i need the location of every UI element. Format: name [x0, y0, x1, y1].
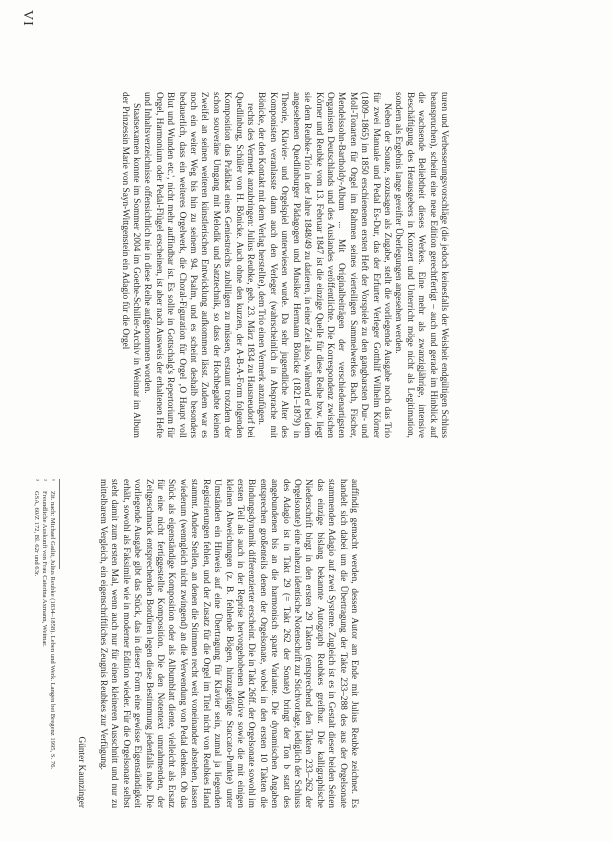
left-text-column	[118, 92, 449, 438]
footnote-number: ²	[41, 479, 49, 481]
footnote-number: ¹	[49, 479, 57, 481]
left-paragraph-1: turen und Verbesserungsvorschläge (die jedoch keinesfalls der Weisheit endgültigen Schluss beanspruchen), scheint eine neue Edition gerechtfertigt – auch und gerade im Hinblick auf die wachsende Beliebtheit dieses Werkes. Eine mehr als zwanzigjährige, intensive Beschäftigung des Herausgebers in Konzert und Unterricht möge nicht als Legitimation, sondern als Ergebnis lange gereifter Überlegungen angesehen werden.	[393, 92, 449, 438]
author-signature: Günter Kaunzinger	[75, 736, 86, 808]
footnote-text: Freundliche Auskunft von Frau Caterina Axmann, Weimar.	[41, 491, 49, 647]
page-number: VI	[20, 10, 35, 27]
right-paragraph-1: auffindig gemacht werden, dessen Autor am Ende mit Julius Reubke zeichnet. Es handelt sich dabei um die Übertragung der Takte 233–288 des aus der Orgelsonate stammenden Adagio auf zwei Systeme. Zugleich ist es in Gestalt dieser beiden Seiten das einzige bislang bekannte Autograph Reubkes greifbar. Die kalligraphische Niederschrift birgt in den ersten 29 Takten (entsprechend den Takten 233–262 der Orgelsonate) eine nahezu identische Notenschrift zur Stichvorlage, lediglich der Schluss des Adagio ist in Takt 29 (= Takt 262 der Sonate) bringt der Ton b statt des angebundenen bis an die harmonisch sparte Variante. Die dynamischen Angaben entsprechen großenteils denen der Orgelsonate, wobei in den ersten 10 Takten die Bindungsdynamik differenzierter erscheint. Die in Takt 26ff. der Orgelsonate sowohl im ersten Teil als auch in der Reprise hervorgehobenen Motive sowie die mit einigen kleinen Abweichungen (z. B. fehlende Bögen, hinzugefügte Staccato-Punkte) unter Umständen ein Hinweis auf eine Übertragung für Klavier sein, zumal ja liegenden Registrierungen fehlen, und der Zusatz für die Orgel im Titel nicht von Reubkes Hand stammt. Andere Stellen, an denen die Stimmen recht weit voneinander abstehen, lassen wiederum (wenngleich nicht zwingend) an die Verwendung von Pedal denken. Ob das Stück als eigenständige Komposition oder als Albumblatt diente, vielleicht als Ersatz für eine nicht fertiggestellte Komposition. Die den Notentext umrahmenden, der Zeitgeschmack entsprechenden Bordüren legen diese Bestimmung jedenfalls nahe. Die vorliegende Ausgabe gibt das Stück, das in dieser Form eine gewisse Eigenständigkeit erhält, sowohl als Faksimile wie in moderner Edition wieder. Für die Orgelsonate selbst steht damit zum ersten Mal, wenn auch nur für einen kleineren Ausschnitt und nur zu mittelbarem Vergleich, ein eigenschriftliches Zeugnis Reubkes zur Verfügung.	[98, 479, 359, 808]
footnote	[48, 479, 56, 808]
footnote-text: GSA, 60/Z 172, Bl. 62r und 63r.	[32, 491, 40, 577]
left-paragraph-4: Staatsexamen konnte im Sommer 2004 im Goethe-Schiller-Archiv in Weimar im Album der Prinzessin Marie von Sayn-Wittgenstein ein Adagio für die Orgel	[119, 92, 142, 438]
footnote-rule	[59, 479, 60, 569]
footnote-text: Zit. nach: Michael Gailit, Julius Reubke (1834–1858). Leben und Werk. Langen bei Bregenz 1995, S. 76.	[49, 491, 57, 770]
left-paragraph-2: Neben der Sonate, sozusagen als Zugabe, stellt die vorliegende Ausgabe noch das Trio für zwei Manuale und Pedal Es-Dur, das der Erfurter Verleger Gotthilf Wilhelm Körner (1809–1865) im 1850 erschienenen ersten Heft der Vorspiele zu den gangbarsten Dur- und Moll-Tonarten für Orgel im Rahmen seines vierteiligen Sammelwerkes Bach, Fischer, Mendelssohn-Bartholdy-Album ... Mit Originalbeiträgen der verschiedenartigsten Organisten Deutschlands und des Auslandes veröffentlichte. Die Korrespondenz zwischen Körner und Reubke vom 13. Februar 1847 ist die einzige Quelle für diese Reihe bzw. liegt sie dem Reubke-Trio in der Jahre 1848/49 zu datieren, in einer Zeit also, während er bei dem angesehenen Quedlinburger Pädagogen und Musiker Hermann Bönicke (1821–1879) in Theorie, Klavier- und Orgelspiel unterwiesen wurde. Da sehr jugendliche Alter des Komponisten veranlasste dann auch den Verleger (wahrscheinlich in Absprache mit Bönicke, der den Kontakt mit dem Verlag herstellte), dem Trio einen Vermerk anzufügen.	[256, 92, 392, 438]
footnote	[32, 479, 40, 808]
right-text-column	[32, 479, 359, 808]
footnotes	[32, 479, 61, 808]
left-paragraph-3: rechts des Vermerk anzubringen: Julius Reubke, geb. 23. März 1834 zu Hausneudorf bei Quedlinburg, Schüler von H. Bönicke. Auch ohne den kurzen, der A-B-A-Form folgenden Komposition das Prädikat eines Geniestreichs zubilligen zu müssen, erstaunt trotzdem der schon souveräne Umgang mit Melodik und Satztechnik, so dass der Hochbegabte keinen Zweifel an seinen weiteren künstlerischen Entwicklung aufkommen lässt. Zudem war es noch ein weiter Weg bis hin zu seinem 94. Psalm, und es scheint deshalb besonders bedauerlich, dass ein weiteres Orgelwerk, die Choral-Figuration für Orgel ‚O Haupt voll Blut und Wunden etc.', nicht mehr auffindbar ist. Es sollte in Gottschalg's Repertorium für Orgel, Harmonium oder Pedal-Flügel erscheinen, ist aber nach Ausweis der erhaltenen Hefte und Inhaltsverzeichnisse offensichtlich nie in diese Reihe aufgenommen worden.	[142, 92, 256, 438]
footnote	[40, 479, 48, 808]
footnote-number: ³	[32, 479, 40, 481]
